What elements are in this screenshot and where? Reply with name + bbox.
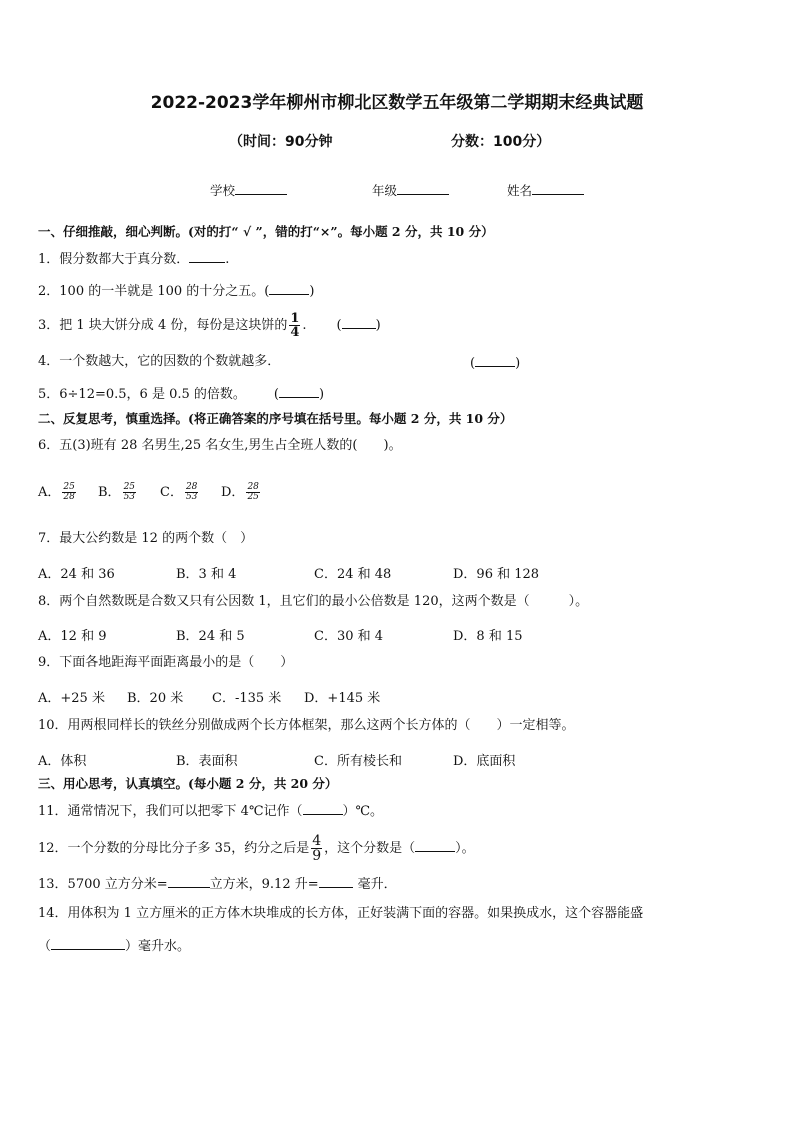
q9-option-a[interactable]: A．+25 米 bbox=[38, 691, 105, 706]
q7-option-c[interactable]: C．24 和 48 bbox=[314, 567, 392, 582]
q6-option-b[interactable]: B． $\frac{25}{53}$ bbox=[98, 482, 136, 502]
name-blank[interactable] bbox=[532, 181, 584, 195]
name-label: 姓名 bbox=[507, 183, 533, 198]
q6-option-d[interactable]: D． $\frac{28}{25}$ bbox=[221, 482, 259, 502]
answer-blank[interactable] bbox=[475, 354, 515, 367]
q8-option-b[interactable]: B．24 和 5 bbox=[176, 629, 245, 644]
answer-blank[interactable] bbox=[342, 316, 376, 329]
q6-option-a[interactable]: A． $\frac{25}{28}$ bbox=[38, 482, 75, 502]
q10-option-b[interactable]: B．表面积 bbox=[176, 754, 238, 769]
q7-option-a[interactable]: A．24 和 36 bbox=[38, 567, 115, 582]
question-7: 7．最大公约数是 12 的两个数（ ） bbox=[38, 531, 254, 546]
q7-option-d[interactable]: D．96 和 128 bbox=[453, 567, 540, 582]
fraction: $\frac{1}{4}$ bbox=[290, 311, 300, 340]
answer-blank[interactable] bbox=[279, 385, 319, 398]
answer-blank[interactable] bbox=[319, 875, 353, 888]
question-4: 4．一个数越大，它的因数的个数就越多． bbox=[38, 354, 281, 369]
q10-option-d[interactable]: D．底面积 bbox=[453, 754, 516, 769]
page-title: 2022-2023学年柳州市柳北区数学五年级第二学期期末经典试题 bbox=[150, 93, 644, 113]
fraction: $\frac{4}{9}$ bbox=[312, 833, 322, 864]
exam-time: （时间：90分钟 bbox=[229, 134, 333, 150]
question-14-answer: （ ）毫升水。 bbox=[38, 939, 191, 954]
question-14: 14．用体积为 1 立方厘米的正方体木块堆成的长方体，正好装满下面的容器。如果换成水，这个容器能盛 bbox=[38, 906, 644, 921]
q8-option-d[interactable]: D．8 和 15 bbox=[453, 629, 523, 644]
answer-blank[interactable] bbox=[51, 937, 125, 950]
question-1: 1．假分数都大于真分数． . bbox=[38, 252, 230, 267]
grade-field[interactable] bbox=[372, 181, 449, 199]
answer-blank[interactable] bbox=[168, 875, 210, 888]
answer-blank[interactable] bbox=[415, 839, 455, 852]
answer-blank[interactable] bbox=[303, 802, 343, 815]
q9-option-b[interactable]: B．20 米 bbox=[127, 691, 184, 706]
q9-option-c[interactable]: C．-135 米 bbox=[212, 691, 282, 706]
section-2-heading: 二、反复思考，慎重选择。(将正确答案的序号填在括号里。每小题 2 分，共 10 分） bbox=[38, 411, 513, 426]
name-field[interactable] bbox=[507, 181, 584, 199]
answer-blank[interactable] bbox=[189, 250, 225, 263]
question-13: 13．5700 立方分米= 立方米，9.12 升= 毫升． bbox=[38, 877, 397, 892]
q7-option-b[interactable]: B．3 和 4 bbox=[176, 567, 237, 582]
q6-option-c[interactable]: C． $\frac{28}{53}$ bbox=[160, 482, 198, 502]
question-12: 12．一个分数的分母比分子多 35，约分之后是 $\frac{4}{9}$ ，这个分数是（ ）。 bbox=[38, 833, 475, 864]
question-5: 5．6÷12=0.5，6 是 0.5 的倍数。 ( ) bbox=[38, 387, 325, 402]
section-1-heading: 一、仔细推敲，细心判断。(对的打“ √ ”，错的打“×”。每小题 2 分，共 10 分） bbox=[38, 224, 494, 239]
question-2: 2．100 的一半就是 100 的十分之五。( ) bbox=[38, 284, 315, 299]
q10-option-c[interactable]: C．所有棱长和 bbox=[314, 754, 402, 769]
question-10: 10．用两根同样长的铁丝分别做成两个长方体框架，那么这两个长方体的（ ）一定相等。 bbox=[38, 718, 575, 733]
q9-option-d[interactable]: D．+145 米 bbox=[304, 691, 381, 706]
section-3-heading: 三、用心思考，认真填空。(每小题 2 分，共 20 分） bbox=[38, 776, 338, 791]
school-blank[interactable] bbox=[235, 181, 287, 195]
q10-option-a[interactable]: A．体积 bbox=[38, 754, 87, 769]
exam-score: 分数：100分） bbox=[451, 134, 551, 150]
grade-blank[interactable] bbox=[397, 181, 449, 195]
question-4-answer: ( ) bbox=[470, 356, 521, 371]
grade-label: 年级 bbox=[372, 183, 398, 198]
question-6: 6．五(3)班有 28 名男生,25 名女生,男生占全班人数的( )。 bbox=[38, 438, 402, 453]
school-field[interactable] bbox=[210, 181, 287, 199]
question-9: 9．下面各地距海平面距离最小的是（ ） bbox=[38, 655, 294, 670]
answer-blank[interactable] bbox=[269, 282, 309, 295]
school-label: 学校 bbox=[210, 183, 236, 198]
q8-option-a[interactable]: A．12 和 9 bbox=[38, 629, 107, 644]
question-3: 3．把 1 块大饼分成 4 份，每份是这块饼的 $\frac{1}{4}$ . ( ) bbox=[38, 311, 381, 340]
question-8: 8．两个自然数既是合数又只有公因数 1，且它们的最小公倍数是 120，这两个数是（ ）。 bbox=[38, 594, 589, 609]
q8-option-c[interactable]: C．30 和 4 bbox=[314, 629, 384, 644]
question-11: 11．通常情况下，我们可以把零下 4℃记作（ ）℃。 bbox=[38, 804, 384, 819]
